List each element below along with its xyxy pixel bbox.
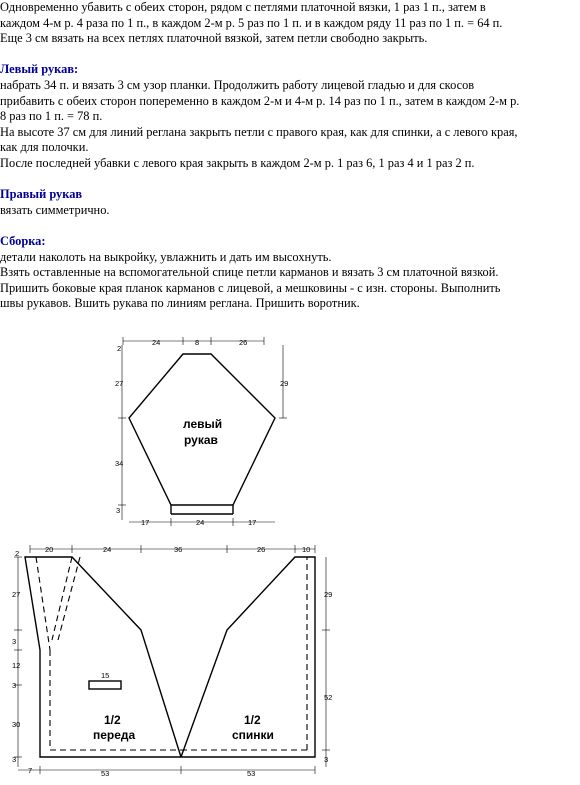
body-dim: 7 [28, 766, 33, 775]
sleeve-label: левый [183, 417, 223, 431]
body-dim: 3 [12, 637, 17, 646]
body-dim: 10 [302, 545, 311, 554]
body-diagram [14, 545, 333, 774]
body-dim: 3 [12, 681, 17, 690]
front-label: переда [93, 728, 136, 742]
body-dim: 53 [101, 769, 110, 778]
left-sleeve-line: прибавить с обеих сторон попеременно в каждом 2-м и 4-м р. 14 раз по 1 п., затем в каждом 2-м р. [0, 93, 520, 108]
body-dim: 52 [324, 693, 333, 702]
body-dim: 20 [45, 545, 54, 554]
front-outline [25, 557, 181, 757]
body-dim: 12 [12, 661, 21, 670]
sleeve-dim: 26 [239, 338, 248, 347]
assembly-line: швы рукавов. Вшить рукава по линиям реглана. Пришить воротник. [0, 296, 360, 311]
pocket-rect [89, 681, 121, 689]
body-dim: 2 [15, 549, 20, 558]
intro-line: Одновременно убавить с обеих сторон, рядом с петлями платочной вязки, 1 раз 1 п., затем в [0, 0, 486, 14]
left-sleeve-line: набрать 34 п. и вязать 3 см узор планки. Продолжить работу лицевой гладью и для скосов [0, 77, 475, 92]
intro-line: каждом 4-м р. 4 раза по 1 п., в каждом 2-м р. 5 раз по 1 п. и в каждом ряду 11 раз по 1 п. = 64 п. [0, 15, 503, 30]
left-sleeve-line: 8 раз по 1 п. = 78 п. [0, 109, 103, 124]
sleeve-dim: 24 [196, 518, 205, 527]
left-sleeve-heading: Левый рукав: [0, 62, 79, 77]
assembly-heading: Сборка: [0, 233, 46, 248]
body-dim: 29 [324, 590, 333, 599]
body-dim: 36 [174, 545, 183, 554]
sleeve-dim: 29 [280, 379, 289, 388]
left-sleeve-line: На высоте 37 см для линий реглана закрыть петли с правого края, как для спинки, а с левого края, [0, 124, 518, 139]
body-dim: 26 [257, 545, 266, 554]
sleeve-dim: 17 [141, 518, 150, 527]
body-dim: 27 [12, 590, 21, 599]
body-dim: 3 [12, 755, 17, 764]
sleeve-dim: 34 [115, 459, 124, 468]
intro-line: Еще 3 см вязать на всех петлях платочной вязкой, затем петли свободно закрыть. [0, 31, 428, 46]
assembly-line: детали наколоть на выкройку, увлажнить и дать им высохнуть. [0, 249, 332, 264]
body-dim: 24 [103, 545, 112, 554]
assembly-line: Взять оставленные на вспомогательной спице петли карманов и вязать 3 см платочной вязкой. [0, 265, 499, 280]
body-dim: 3 [324, 755, 329, 764]
body-dim: 53 [247, 769, 256, 778]
left-sleeve-line: После последней убавки с левого края закрыть в каждом 2-м р. 1 раз 6, 1 раз 4 и 1 раз 2 п. [0, 155, 475, 170]
sleeve-dim: 8 [195, 338, 200, 347]
sleeve-dim: 17 [248, 518, 257, 527]
sleeve-dim: 24 [152, 338, 161, 347]
front-label: 1/2 [104, 713, 121, 727]
back-label: 1/2 [244, 713, 261, 727]
pocket-dim: 15 [101, 671, 110, 680]
back-outline [181, 557, 315, 757]
right-sleeve-line: вязать симметрично. [0, 202, 110, 217]
left-sleeve-line: как для полочки. [0, 140, 89, 155]
body-dim: 30 [12, 720, 21, 729]
right-sleeve-heading: Правый рукав [0, 187, 83, 202]
assembly-line: Пришить боковые края планок карманов с лицевой, а мешковины - с изн. стороны. Выполнить [0, 280, 501, 295]
sleeve-label: рукав [184, 433, 218, 447]
sleeve-dimension-labels [115, 338, 288, 527]
sleeve-dim: 27 [115, 379, 124, 388]
body-dimension-labels [12, 545, 332, 778]
sleeve-diagram [118, 337, 287, 526]
sleeve-dim: 3 [116, 506, 121, 515]
back-label: спинки [232, 728, 274, 742]
sleeve-dim: 2 [117, 344, 122, 353]
